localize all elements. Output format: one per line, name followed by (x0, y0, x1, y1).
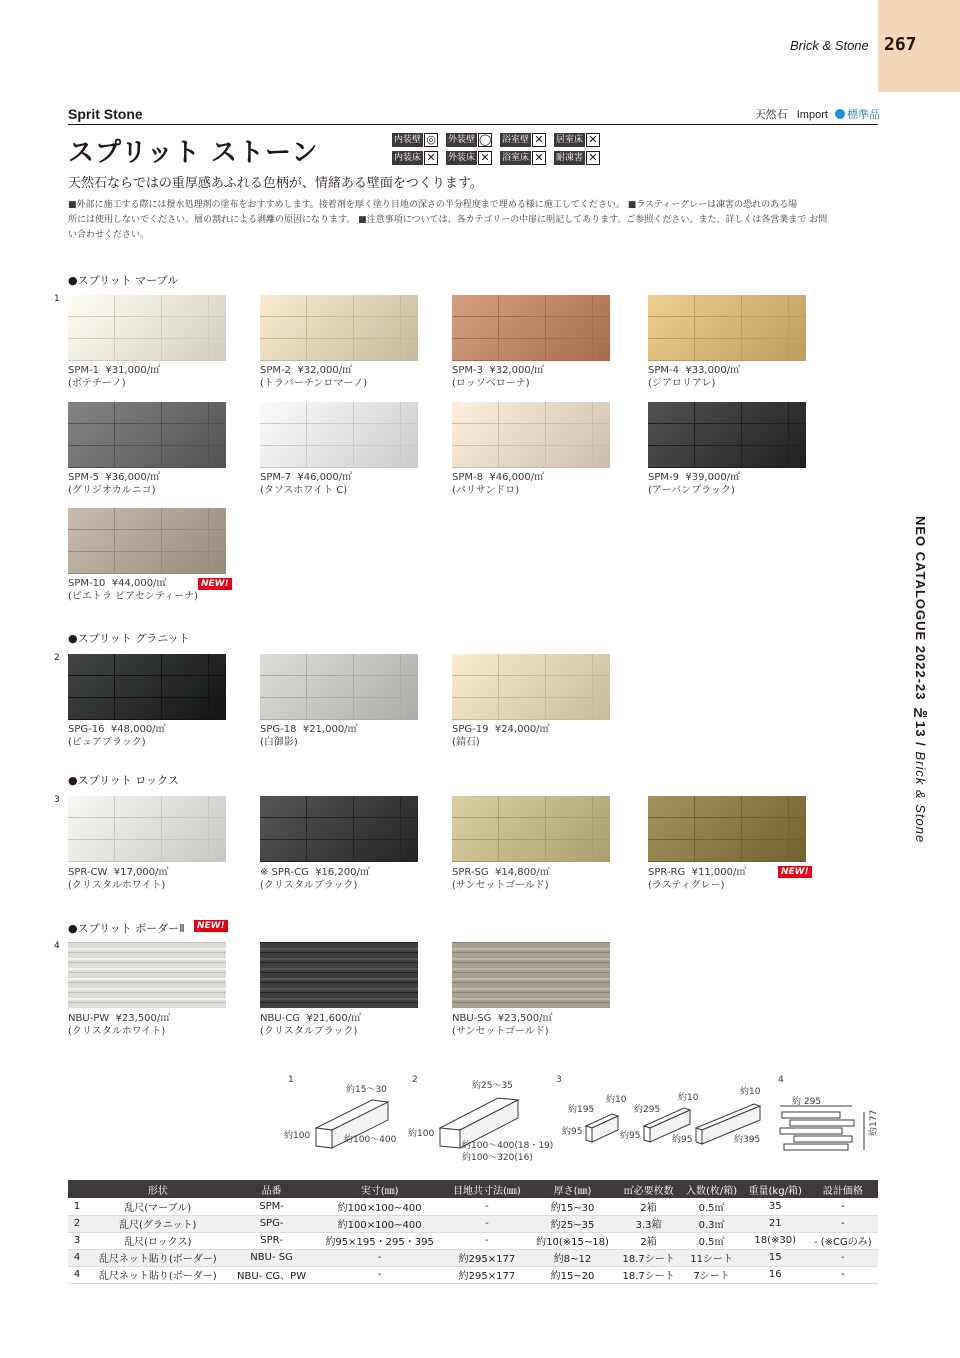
swatch-caption: NBU-SG ¥23,500/㎡ (サンセットゴールド) (452, 1013, 553, 1037)
page-title: スプリット ストーン (68, 138, 319, 168)
dim-label: 約100～400 (344, 1135, 397, 1145)
swatch (68, 295, 226, 361)
col-header: 重量(kg/箱) (743, 1180, 808, 1198)
usage-item: 外装壁 ◯ (448, 133, 492, 146)
swatch-border (452, 942, 610, 1008)
group-title-border: ●スプリット ボーダーⅡ (68, 922, 185, 935)
swatch (648, 295, 806, 361)
note-line: ■外部に施工する際には撥水処理剤の塗布をおすすめします。接着剤を厚く塗り目地の深さの半分程度まで埋める様に施工してください。 ■ラスティーグレーは凍害の恐れのある場 (68, 200, 798, 210)
group-number: 1 (54, 294, 60, 304)
meta-import: Import (796, 109, 828, 121)
dim-label: 約95 (672, 1135, 693, 1145)
table-cell: - (314, 1266, 446, 1283)
swatch (648, 402, 806, 468)
table-cell: 乱尺ネット貼り(ボーダー) (86, 1266, 229, 1283)
swatch (260, 654, 418, 720)
section-rule (68, 124, 878, 125)
usage-item: 外装床 ✕ (446, 150, 492, 166)
dim-label: 約10 (606, 1095, 627, 1105)
note-line: 所には使用しないでください。層の割れによる剥離の原因になります。 ■注意事項については、各カテゴリーの中扉に明記してあります。ご参照ください。また、詳しくは各営業まで お問 (68, 215, 828, 225)
table-cell: 18.7シート (617, 1266, 681, 1283)
swatch (68, 508, 226, 574)
table-cell: - (446, 1215, 529, 1232)
shape-number: 4 (778, 1075, 784, 1085)
col-header: 形状 (86, 1180, 229, 1198)
swatch (452, 654, 610, 720)
dim-label: 約100～400(18・19) (462, 1141, 554, 1151)
swatch-caption: SPM-3 ¥32,000/㎡ (ロッソベローナ) (452, 365, 545, 389)
dim-label: 約100 (408, 1129, 435, 1139)
shape-number: 3 (556, 1075, 562, 1085)
dim-label: 約100 (284, 1131, 311, 1141)
dim-label: 約195 (568, 1105, 595, 1115)
table-cell: NBU- SG (229, 1249, 313, 1266)
swatch-caption: SPM-1 ¥31,000/㎡ (ボテチーノ) (68, 365, 161, 389)
table-header-row (68, 1180, 878, 1198)
usage-item: 内装床 ✕ (392, 150, 438, 166)
dim-label: 約10 (740, 1087, 761, 1097)
table-cell: - (446, 1232, 529, 1249)
col-header: ㎡必要枚数 (617, 1180, 681, 1198)
table-cell: - (314, 1249, 446, 1266)
table-cell: 2箱 (617, 1232, 681, 1249)
table-row (68, 1232, 878, 1249)
swatch-border (260, 942, 418, 1008)
dim-label: 約95 (620, 1131, 641, 1141)
table-cell: - (※CGのみ) (808, 1232, 878, 1249)
table-cell: - (808, 1198, 878, 1215)
usage-item: 耐凍害 ✕ (554, 150, 600, 166)
meta-origin: 天然石 (754, 109, 788, 121)
group-number: 2 (54, 653, 60, 663)
table-cell: 7シート (680, 1266, 742, 1283)
table-cell: 約295×177 (446, 1249, 529, 1266)
table-cell: 0.5㎡ (680, 1232, 742, 1249)
table-cell: 0.5㎡ (680, 1198, 742, 1215)
meta-standard: 標準品 (847, 109, 880, 121)
section-meta (755, 106, 880, 122)
swatch (452, 796, 610, 862)
swatch (68, 654, 226, 720)
dim-label: 約295 (634, 1105, 661, 1115)
col-header: 入数(枚/箱) (680, 1180, 742, 1198)
table-cell: 乱尺(マーブル) (86, 1198, 229, 1215)
swatch-caption: SPR-CW ¥17,000/㎡ (クリスタルホワイト) (68, 867, 169, 891)
table-row (68, 1198, 878, 1215)
table-cell: 乱尺(ロックス) (86, 1232, 229, 1249)
swatch-caption: SPM-4 ¥33,000/㎡ (ジアロリアレ) (648, 365, 741, 389)
usage-item: 浴室壁 ✕ (500, 132, 546, 148)
table-cell: 11シート (680, 1249, 742, 1266)
dim-label: 約100～320(16) (462, 1153, 533, 1163)
table-cell: - (446, 1198, 529, 1215)
col-header: 目地共寸法(㎜) (446, 1180, 529, 1198)
table-cell: 乱尺ネット貼り(ボーダー) (86, 1249, 229, 1266)
table-cell: 約8~12 (528, 1249, 617, 1266)
dim-label: 約10 (678, 1093, 699, 1103)
table-cell: SPM- (229, 1198, 313, 1215)
shape-4 (780, 1106, 864, 1150)
swatch-caption: NBU-PW ¥23,500/㎡ (クリスタルホワイト) (68, 1013, 171, 1037)
group-number: 3 (54, 795, 60, 805)
swatch-caption: SPR-RG ¥11,000/㎡ (ラスティグレー) (648, 867, 747, 891)
table-cell: 2箱 (617, 1198, 681, 1215)
table-cell: NBU- CG、PW (229, 1266, 313, 1283)
table-cell: 4 (68, 1266, 86, 1283)
table-cell: - (808, 1266, 878, 1283)
swatch-border (68, 942, 226, 1008)
table-cell: 16 (743, 1266, 808, 1283)
table-cell: 約100×100~400 (314, 1198, 446, 1215)
table-cell: 約295×177 (446, 1266, 529, 1283)
table-cell: 1 (68, 1198, 86, 1215)
swatch-caption: SPM-5 ¥36,000/㎡ (グリジオカルニコ) (68, 472, 161, 496)
dim-label: 約95 (562, 1127, 583, 1137)
swatch-caption: SPM-7 ¥46,000/㎡ (タソスホワイト C) (260, 472, 353, 496)
usage-item: 居室床 ✕ (554, 132, 600, 148)
table-cell: 2 (68, 1215, 86, 1232)
swatch-caption: SPG-19 ¥24,000/㎡ (錆石) (452, 724, 550, 748)
shape-diagrams (0, 1070, 960, 1170)
swatch (452, 295, 610, 361)
swatch-caption: SPR-SG ¥14,800/㎡ (サンセットゴールド) (452, 867, 550, 891)
group-number: 4 (54, 941, 60, 951)
swatch (68, 796, 226, 862)
table-cell: 約100×100~400 (314, 1215, 446, 1232)
side-label: NEO CATALOGUE 2022-23 №13 / Brick & Stone (913, 516, 928, 844)
swatch-caption: ※ SPR-CG ¥16,200/㎡ (クリスタルブラック) (260, 867, 370, 891)
table-cell: 18.7シート (617, 1249, 681, 1266)
col-header: 設計価格 (808, 1180, 878, 1198)
table-cell: 約25~35 (528, 1215, 617, 1232)
swatch (452, 402, 610, 468)
col-header (68, 1180, 86, 1198)
table-cell: 3.3箱 (617, 1215, 681, 1232)
dim-label: 約177 (869, 1109, 879, 1136)
table-cell: 乱尺(グラニット) (86, 1215, 229, 1232)
table-cell: 15 (743, 1249, 808, 1266)
swatch-caption: NBU-CG ¥21,600/㎡ (クリスタルブラック) (260, 1013, 362, 1037)
swatch-caption: SPM-2 ¥32,000/㎡ (トラバーチンロマーノ) (260, 365, 368, 389)
section-english-title: Sprit Stone (68, 106, 143, 122)
swatch-caption: SPM-10 ¥44,000/㎡ (ピエトラ ピアセンティーナ) (68, 578, 199, 602)
col-header: 品番 (229, 1180, 313, 1198)
table-cell: - (808, 1249, 878, 1266)
swatch-caption: SPM-9 ¥39,000/㎡ (アーバンブラック) (648, 472, 741, 496)
swatch (68, 402, 226, 468)
dim-label: 約395 (734, 1135, 761, 1145)
lead-text: 天然石ならではの重厚感あふれる色柄が、情緒ある壁面をつくります。 (68, 176, 483, 191)
table-cell: 35 (743, 1198, 808, 1215)
table-cell: 約10(※15~18) (528, 1232, 617, 1249)
table-row (68, 1215, 878, 1232)
group-title-marble: ●スプリット マーブル (68, 274, 179, 287)
table-row (68, 1266, 878, 1283)
group-title-granite: ●スプリット グラニット (68, 632, 190, 645)
shape-number: 2 (412, 1075, 418, 1085)
swatch (260, 402, 418, 468)
usage-item: 内装壁 ◎ (392, 132, 438, 148)
table-cell: - (808, 1215, 878, 1232)
new-badge: NEW! (198, 578, 232, 590)
col-header: 厚さ(㎜) (528, 1180, 617, 1198)
table-cell: 4 (68, 1249, 86, 1266)
group-title-rocks: ●スプリット ロックス (68, 774, 179, 787)
dim-label: 約 295 (792, 1097, 822, 1107)
col-header: 実寸(㎜) (314, 1180, 446, 1198)
note-line: い合わせください。 (68, 230, 150, 240)
running-head: Brick & Stone (790, 38, 869, 53)
spec-table (68, 1180, 878, 1284)
table-cell: SPR- (229, 1232, 313, 1249)
table-cell: 3 (68, 1232, 86, 1249)
table-cell: SPG- (229, 1215, 313, 1232)
table-row (68, 1249, 878, 1266)
table-cell: 21 (743, 1215, 808, 1232)
table-cell: 18(※30) (743, 1232, 808, 1249)
new-badge: NEW! (194, 920, 228, 932)
swatch (260, 796, 418, 862)
shape-number: 1 (288, 1075, 294, 1085)
dim-label: 約25～35 (472, 1081, 513, 1091)
table-cell: 約15~20 (528, 1266, 617, 1283)
swatch-caption: SPG-18 ¥21,000/㎡ (白御影) (260, 724, 358, 748)
swatch (260, 295, 418, 361)
table-cell: 0.3㎡ (680, 1215, 742, 1232)
usage-item: 浴室床 ✕ (500, 150, 546, 166)
notes (68, 198, 878, 243)
standard-dot-icon (835, 109, 845, 119)
swatch-caption: SPM-8 ¥46,000/㎡ (パリサンドロ) (452, 472, 545, 496)
new-badge: NEW! (778, 866, 812, 878)
page-number: 267 (884, 34, 917, 55)
table-cell: 約15~30 (528, 1198, 617, 1215)
dim-label: 約15～30 (346, 1085, 387, 1095)
swatch (648, 796, 806, 862)
swatch-caption: SPG-16 ¥48,000/㎡ (ピュアブラック) (68, 724, 166, 748)
table-cell: 約95×195・295・395 (314, 1232, 446, 1249)
